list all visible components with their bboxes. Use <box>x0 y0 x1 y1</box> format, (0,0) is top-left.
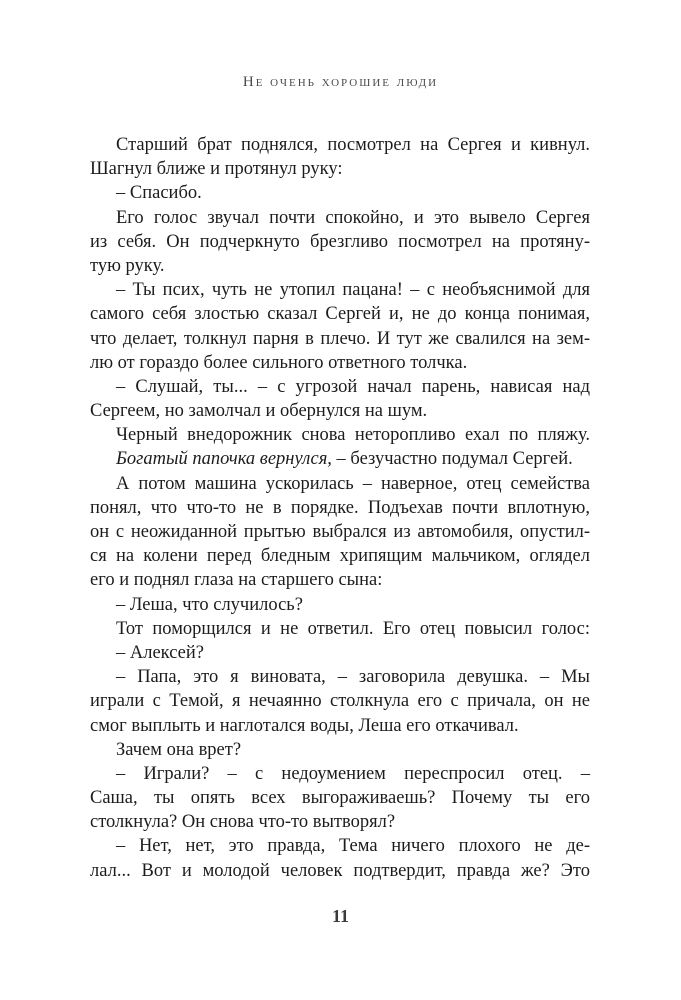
text-line: – Алексей? <box>116 642 204 663</box>
text-line: – Леша, что случилось? <box>116 594 303 615</box>
text-line: – Слушай, ты... – с угрозой начал парень, нависая над <box>116 376 590 397</box>
body-text <box>90 133 590 883</box>
text-line: играли с Темой, я нечаянно столкнула его с причала, он не <box>90 691 590 712</box>
text-line: из себя. Он подчеркнуто брезгливо посмотрел на протяну- <box>90 231 590 252</box>
running-header: Не очень хорошие люди <box>242 74 439 90</box>
text-line: – Спасибо. <box>116 183 202 204</box>
text-line: столкнула? Он снова что-то вытворял? <box>90 812 396 833</box>
text-line: его и поднял глаза на старшего сына: <box>90 570 383 591</box>
text-fragment: – безучастно подумал Сергей. <box>331 449 573 470</box>
text-line: тую руку. <box>90 255 165 276</box>
page-number: 11 <box>331 906 349 926</box>
text-line: Саша, ты опять всех выгораживаешь? Почему ты его <box>90 788 590 809</box>
italic-thought: Богатый папочка вернулся, <box>116 449 332 470</box>
text-line: Тот поморщился и не ответил. Его отец повысил голос: <box>116 618 590 639</box>
text-line: он с неожиданной прытью выбрался из автомобиля, опустил- <box>90 522 590 542</box>
text-line: Черный внедорожник снова неторопливо ехал по пляжу. <box>116 425 590 446</box>
text-line: Зачем она врет? <box>116 739 242 760</box>
text-line: Его голос звучал почти спокойно, и это вывело Сергея <box>116 207 590 228</box>
text-line: – Нет, нет, это правда, Тема ничего плохого не де- <box>116 836 590 857</box>
text-line: Старший брат поднялся, посмотрел на Сергея и кивнул. <box>116 135 590 155</box>
text-line: – Ты псих, чуть не утопил пацана! – с необъяснимой для <box>116 280 590 301</box>
text-line: лал... Вот и молодой человек подтвердит, правда же? Это <box>90 860 590 881</box>
text-line: ся на колени перед бледным хрипящим мальчиком, оглядел <box>90 546 590 567</box>
text-line: – Папа, это я виновата, – заговорила девушка. – Мы <box>116 667 590 688</box>
text-line: – Играли? – с недоумением переспросил отец. – <box>116 763 590 784</box>
text-line: что делает, толкнул парня в плечо. И тут же свалился на зем- <box>90 328 590 349</box>
text-line: понял, что что-то не в порядке. Подъехав почти вплотную, <box>90 497 590 518</box>
text-line: Сергеем, но замолчал и обернулся на шум. <box>90 401 428 422</box>
text-line: А потом машина ускорилась – наверное, отец семейства <box>116 473 590 494</box>
text-line: Шагнул ближе и протянул руку: <box>90 159 343 180</box>
text-line: лю от гораздо более сильного ответного толчка. <box>90 352 468 373</box>
text-line: смог выплыть и наглотался воды, Леша его откачивал. <box>90 715 519 736</box>
text-line <box>90 447 590 471</box>
text-line: самого себя злостью сказал Сергей и, не до конца понимая, <box>90 304 590 325</box>
